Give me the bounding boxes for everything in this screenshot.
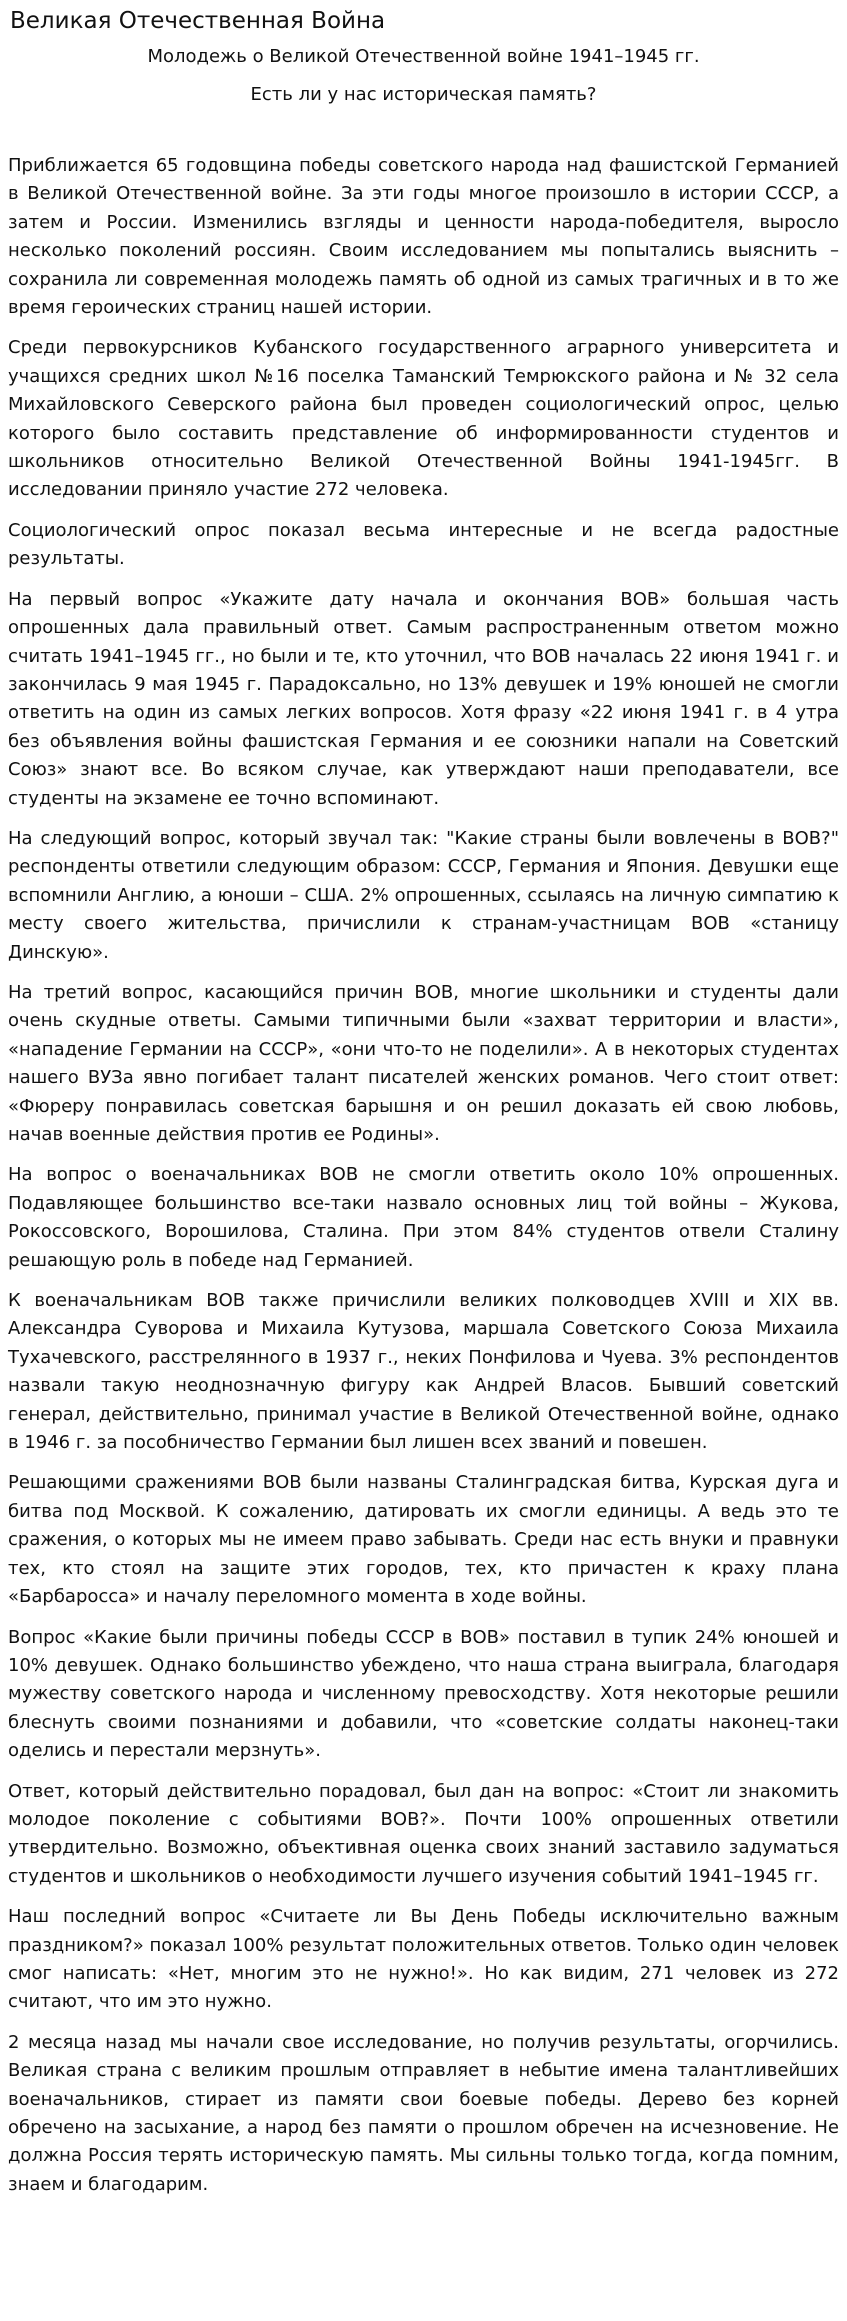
paragraph-survey-results: Социологический опрос показал весьма интересные и не всегда радостные результаты. [8, 519, 839, 570]
paragraph-survey-participants: Среди первокурсников Кубанского государственного аграрного университета и учащихся средних школ №16 поселка Таманский Темрюкского района и № 32 села Михайловского Северского района был проведен социологический опрос, целью которого было составить представление об информированности студентов и школьников относительно Великой Отечественной Войны 1941-1945гг. В исследовании приняло участие 272 человека. [8, 337, 839, 501]
page-title: Великая Отечественная Война [10, 8, 386, 34]
subtitle-historical-memory: Есть ли у нас историческая память? [250, 84, 597, 105]
paragraph-intro: Приближается 65 годовщина победы советского народа над фашистской Германией в Великой Отечественной войне. За эти годы многое произошло в истории СССР, а затем и России. Изменились взгляды и ценности народа-победителя, выросло несколько поколений россиян. Своим исследованием мы попытались выяснить – сохранила ли современная молодежь память об одной из самых трагичных и в то же время героических страниц нашей истории. [8, 155, 839, 319]
paragraph-victory-causes: Вопрос «Какие были причины победы СССР в ВОВ» поставил в тупик 24% юношей и 10% девушек. Однако большинство убеждено, что наша страна выиграла, благодаря мужеству советского народа и численному превосходству. Хотя некоторые решили блеснуть своими познаниями и добавили, что «советские солдаты наконец-таки оделись и перестали мерзнуть». [8, 1626, 839, 1762]
subtitle-youth-about-war: Молодежь о Великой Отечественной войне 1941–1945 гг. [147, 46, 700, 67]
paragraph-question-dates: На первый вопрос «Укажите дату начала и окончания ВОВ» большая часть опрошенных дала правильный ответ. Самым распространенным ответом можно считать 1941–1945 гг., но были и те, кто уточнил, что ВОВ началась 22 июня 1941 г. и закончилась 9 мая 1945 г. Парадоксально, но 13% девушек и 19% юношей не смогли ответить на один из самых легких вопросов. Хотя фразу «22 июня 1941 г. в 4 утра без объявления войны фашистская Германия и ее союзники напали на Советский Союз» знают все. Во всяком случае, как утверждают наши преподаватели, все студенты на экзамене ее точно вспоминают. [8, 588, 839, 809]
paragraph-young-generation: Ответ, который действительно порадовал, был дан на вопрос: «Стоит ли знакомить молодое поколение с событиями ВОВ?». Почти 100% опрошенных ответили утвердительно. Возможно, объективная оценка своих знаний заставило задуматься студентов и школьников о необходимости лучшего изучения событий 1941–1945 гг. [8, 1780, 839, 1887]
paragraph-other-commanders: К военачальникам ВОВ также причислили великих полководцев XVIII и XIX вв. Александра Суворова и Михаила Кутузова, маршала Советского Союза Михаила Тухачевского, расстрелянного в 1937 г., неких Понфилова и Чуева. 3% респондентов назвали такую неоднозначную фигуру как Андрей Власов. Бывший советский генерал, действительно, принимал участие в Великой Отечественной войне, однако в 1946 г. за пособничество Германии был лишен всех званий и повешен. [8, 1290, 839, 1454]
paragraph-victory-day: Наш последний вопрос «Считаете ли Вы День Победы исключительно важным праздником?» показал 100% результат положительных ответов. Только один человек смог написать: «Нет, многим это не нужно!». Но как видим, 271 человек из 272 считают, что им это нужно. [8, 1906, 839, 2013]
paragraph-question-commanders: На вопрос о военачальниках ВОВ не смогли ответить около 10% опрошенных. Подавляющее большинство все-таки назвало основных лиц той войны – Жукова, Рокоссовского, Ворошилова, Сталина. При этом 84% студентов отвели Сталину решающую роль в победе над Германией. [8, 1164, 839, 1271]
article-body [8, 152, 839, 2199]
paragraph-battles: Решающими сражениями ВОВ были названы Сталинградская битва, Курская дуга и битва под Москвой. К сожалению, датировать их смогли единицы. А ведь это те сражения, о которых мы не имеем право забывать. Среди нас есть внуки и правнуки тех, кто стоял на защите этих городов, тех, кто причастен к краху плана «Барбаросса» и началу переломного момента в ходе войны. [8, 1472, 839, 1608]
paragraph-conclusion: 2 месяца назад мы начали свое исследование, но получив результаты, огорчились. Великая страна с великим прошлым отправляет в небытие имена талантливейших военачальников, стирает из памяти свои боевые победы. Дерево без корней обречено на засыхание, а народ без памяти о прошлом обречен на исчезновение. Не должна Россия терять историческую память. Мы сильны только тогда, когда помним, знаем и благодарим. [8, 2031, 839, 2195]
paragraph-question-countries: На следующий вопрос, который звучал так: "Какие страны были вовлечены в ВОВ?" респонденты ответили следующим образом: СССР, Германия и Япония. Девушки еще вспомнили Англию, а юноши – США. 2% опрошенных, ссылаясь на личную симпатию к месту своего жительства, причислили к странам-участницам ВОВ «станицу Динскую». [8, 827, 839, 963]
paragraph-question-causes: На третий вопрос, касающийся причин ВОВ, многие школьники и студенты дали очень скудные ответы. Самыми типичными были «захват территории и власти», «нападение Германии на СССР», «они что-то не поделили». А в некоторых студентах нашего ВУЗа явно погибает талант писателей женских романов. Чего стоит ответ: «Фюреру понравилась советская барышня и он решил доказать ей свою любовь, начав военные действия против ее Родины». [8, 981, 839, 1145]
